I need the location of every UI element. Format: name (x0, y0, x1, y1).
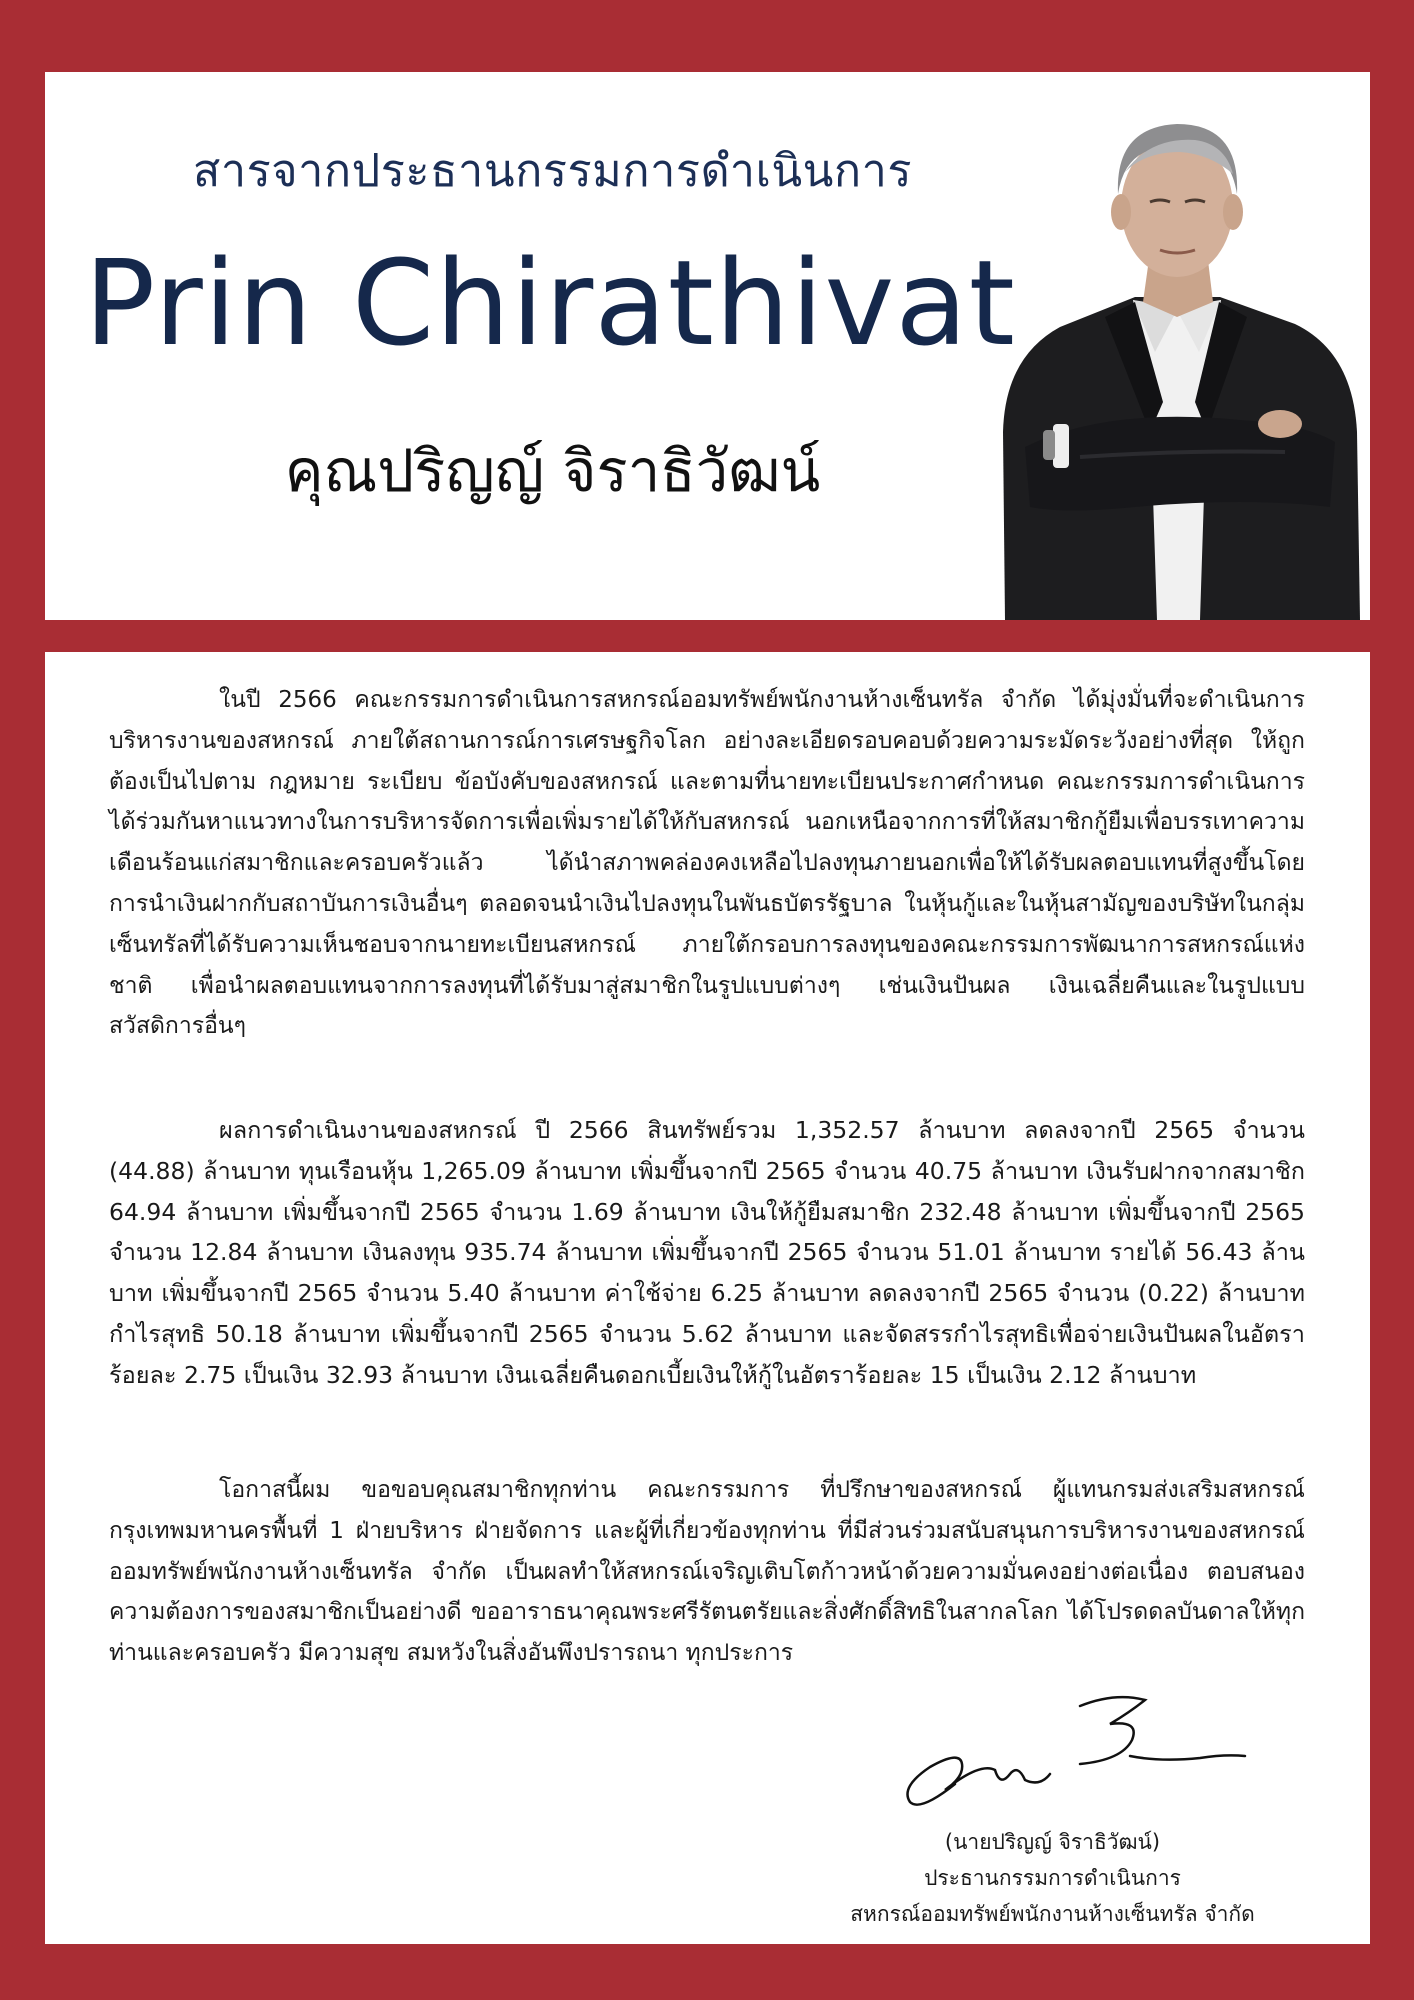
signatory-organization: สหกรณ์ออมทรัพย์พนักงานห้างเซ็นทรัล จำกัด (850, 1902, 1255, 1926)
paragraph-thanks: โอกาสนี้ผม ขอขอบคุณสมาชิกทุกท่าน คณะกรรมการ ที่ปรึกษาของสหกรณ์ ผู้แทนกรมส่งเสริมสหกรณ์กรุงเทพมหานครพื้นที่ 1 ฝ่ายบริหาร ฝ่ายจัดการ และผู้ที่เกี่ยวข้องทุกท่าน ที่มีส่วนร่วมสนับสนุนการบริหารงานของสหกรณ์ออมทรัพย์พนักงานห้างเซ็นทรัล จำกัด เป็นผลทำให้สหกรณ์เจริญเติบโตก้าวหน้าด้วยความมั่นคงอย่างต่อเนื่อง ตอบสนองความต้องการของสมาชิกเป็นอย่างดี ขออาราธนาคุณพระศรีรัตนตรัยและสิ่งศักดิ์สิทธิในสากลโลก ได้โปรดดลบันดาลให้ทุกท่านและครอบครัว มีความสุข สมหวังในสิ่งอันพึงปรารถนา ทุกประการ (109, 1477, 1305, 1667)
signatory-name: (นายปริญญ์ จิราธิวัฒน์) (944, 1830, 1161, 1854)
signature-block (785, 1824, 1320, 1932)
message-title: สารจากประธานกรรมการดำเนินการ (192, 144, 913, 197)
message-body-panel (45, 652, 1370, 1944)
paragraph-intro: ในปี 2566 คณะกรรมการดำเนินการสหกรณ์ออมทรัพย์พนักงานห้างเซ็นทรัล จำกัด ได้มุ่งมั่นที่จะดำเนินการบริหารงานของสหกรณ์ ภายใต้สถานการณ์การเศรษฐกิจโลก อย่างละเอียดรอบคอบด้วยความระมัดระวังอย่างที่สุด ให้ถูกต้องเป็นไปตาม กฎหมาย ระเบียบ ข้อบังคับของสหกรณ์ และตามที่นายทะเบียนประกาศกำหนด คณะกรรมการดำเนินการได้ร่วมกันหาแนวทางในการบริหารจัดการเพื่อเพิ่มรายได้ให้กับสหกรณ์ นอกเหนือจากการที่ให้สมาชิกกู้ยืมเพื่อบรรเทาความเดือนร้อนแก่สมาชิกและครอบครัวแล้ว ได้นำสภาพคล่องคงเหลือไปลงทุนภายนอกเพื่อให้ได้รับผลตอบแทนที่สูงขึ้นโดยการนำเงินฝากกับสถาบันการเงินอื่นๆ ตลอดจนนำเงินไปลงทุนในพันธบัตรรัฐบาล ในหุ้นกู้และในหุ้นสามัญของบริษัทในกลุ่มเซ็นทรัลที่ได้รับความเห็นชอบจากนายทะเบียนสหกรณ์ ภายใต้กรอบการลงทุนของคณะกรรมการพัฒนาการสหกรณ์แห่งชาติ เพื่อนำผลตอบแทนจากการลงทุนที่ได้รับมาสู่สมาชิกในรูปแบบต่างๆ เช่นเงินปันผล เงินเฉลี่ยคืนและในรูปแบบสวัสดิการอื่นๆ (109, 687, 1305, 1040)
header-panel (45, 72, 1370, 620)
paragraph-performance: ผลการดำเนินงานของสหกรณ์ ปี 2566 สินทรัพย์รวม 1,352.57 ล้านบาท ลดลงจากปี 2565 จำนวน (44.88) ล้านบาท ทุนเรือนหุ้น 1,265.09 ล้านบาท เพิ่มขึ้นจากปี 2565 จำนวน 40.75 ล้านบาท เงินรับฝากจากสมาชิก 64.94 ล้านบาท เพิ่มขึ้นจากปี 2565 จำนวน 1.69 ล้านบาท เงินให้กู้ยืมสมาชิก 232.48 ล้านบาท เพิ่มขึ้นจากปี 2565 จำนวน 12.84 ล้านบาท เงินลงทุน 935.74 ล้านบาท เพิ่มขึ้นจากปี 2565 จำนวน 51.01 ล้านบาท รายได้ 56.43 ล้านบาท เพิ่มขึ้นจากปี 2565 จำนวน 5.40 ล้านบาท ค่าใช้จ่าย 6.25 ล้านบาท ลดลงจากปี 2565 จำนวน (0.22) ล้านบาท กำไรสุทธิ 50.18 ล้านบาท เพิ่มขึ้นจากปี 2565 จำนวน 5.62 ล้านบาท และจัดสรรกำไรสุทธิเพื่อจ่ายเงินปันผลในอัตราร้อยละ 2.75 เป็นเงิน 32.93 ล้านบาท เงินเฉลี่ยคืนดอกเบี้ยเงินให้กู้ในอัตราร้อยละ 15 เป็นเงิน 2.12 ล้านบาท (109, 1116, 1305, 1389)
signatory-position: ประธานกรรมการดำเนินการ (924, 1866, 1181, 1890)
chairman-portrait (985, 102, 1370, 620)
handwritten-signature (900, 1692, 1260, 1817)
chairman-name-english: Prin Chirathivat (84, 234, 1016, 372)
chairman-name-thai: คุณปริญญ์ จิราธิวัฒน์ (284, 437, 821, 505)
